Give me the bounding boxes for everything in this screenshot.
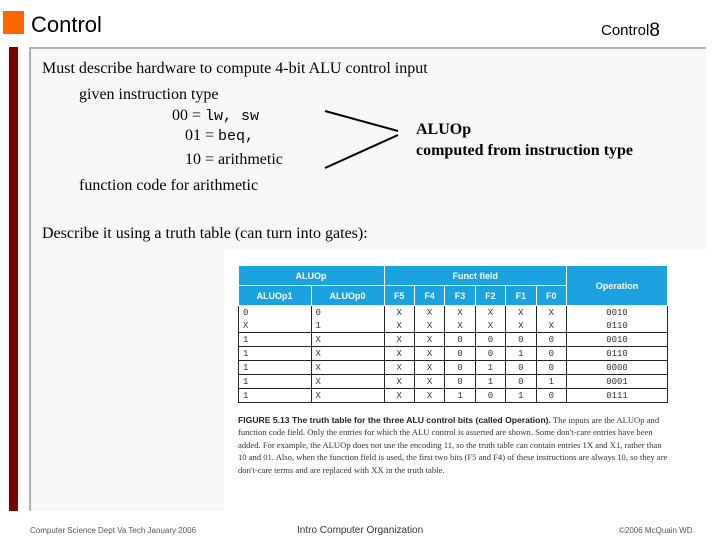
cell: 1	[475, 361, 505, 375]
cell: X	[445, 306, 475, 320]
encoding-value: beq,	[218, 128, 255, 145]
cell: X	[414, 333, 444, 347]
cell: X	[475, 306, 505, 320]
cell: 1	[239, 389, 312, 403]
table-row	[239, 333, 668, 347]
footer-left: Computer Science Dept Va Tech January 2006	[30, 526, 197, 535]
cell: X	[384, 361, 414, 375]
cell: 0010	[567, 333, 668, 347]
cell: X	[311, 389, 384, 403]
col-f2: F2	[475, 286, 505, 306]
cell: 1	[239, 375, 312, 389]
body-line-truth-table: Describe it using a truth table (can turn into gates):	[42, 225, 368, 242]
header-operation: Operation	[567, 266, 668, 306]
slide-label: Control	[601, 22, 650, 39]
cell: 0	[475, 333, 505, 347]
cell: 0	[536, 389, 566, 403]
footer-center: Intro Computer Organization	[297, 525, 424, 536]
cell: X	[414, 389, 444, 403]
cell: 1	[445, 389, 475, 403]
cell: 0	[536, 333, 566, 347]
col-f0: F0	[536, 286, 566, 306]
cell: X	[414, 375, 444, 389]
table-row	[239, 389, 668, 403]
cell: 1	[311, 319, 384, 333]
cell: 0	[475, 347, 505, 361]
slide-number-value: 8	[649, 20, 660, 41]
cell: X	[445, 319, 475, 333]
cell: 0	[239, 306, 312, 320]
table-row	[239, 319, 668, 333]
cell: 0	[445, 333, 475, 347]
cell: 1	[506, 389, 536, 403]
cell: X	[475, 319, 505, 333]
table-row	[239, 375, 668, 389]
cell: X	[384, 333, 414, 347]
cell: 1	[239, 333, 312, 347]
cell: 0	[445, 361, 475, 375]
truth-table	[238, 266, 668, 403]
cell: 0	[475, 389, 505, 403]
encoding-value: lw, sw	[205, 108, 260, 125]
cell: X	[414, 347, 444, 361]
table-row	[239, 347, 668, 361]
cell: 0111	[567, 389, 668, 403]
cell: X	[311, 333, 384, 347]
encoding-code: 00 =	[172, 107, 206, 124]
cell: 1	[239, 361, 312, 375]
body-line-function-code: function code for arithmetic	[79, 177, 259, 194]
header-funct-field: Funct field	[384, 266, 567, 286]
cell: 0110	[567, 347, 668, 361]
figure-caption-text: The inputs are the ALUOp and function code field. Only the entries for which the ALU control is asserted are shown. Some don't-care entries have been added. For example, the ALUOp does not use the encoding 11, so the truth table can contain entries 1X and X1, rather than 10 and 01. Also, when the function field is used, the first two bits (F5 and F4) of these instructions are always 10, so they are don't-care terms and are replaced with XX in the truth table.	[238, 415, 668, 475]
cell: X	[311, 361, 384, 375]
truth-table-figure	[224, 250, 706, 512]
cell: 0010	[567, 306, 668, 320]
cell: X	[311, 347, 384, 361]
cell: 0	[445, 375, 475, 389]
encoding-code: 10 = arithmetic	[185, 151, 283, 168]
cell: 1	[239, 347, 312, 361]
cell: 0	[506, 375, 536, 389]
cell: X	[536, 319, 566, 333]
cell: X	[414, 319, 444, 333]
cell: X	[414, 361, 444, 375]
col-f5: F5	[384, 286, 414, 306]
cell: 1	[506, 347, 536, 361]
cell: 1	[475, 375, 505, 389]
cell: X	[536, 306, 566, 320]
col-f3: F3	[445, 286, 475, 306]
header-aluop: ALUOp	[239, 266, 385, 286]
cell: 1	[536, 375, 566, 389]
cell: 0110	[567, 319, 668, 333]
cell: 0001	[567, 375, 668, 389]
figure-caption	[238, 414, 670, 476]
col-aluop0: ALUOp0	[311, 286, 384, 306]
cell: X	[384, 319, 414, 333]
cell: X	[414, 306, 444, 320]
col-f4: F4	[414, 286, 444, 306]
aluop-label: ALUOp	[416, 121, 472, 138]
body-line-instruction-type: given instruction type	[79, 86, 219, 103]
group-header-row	[239, 266, 668, 286]
cell: X	[384, 306, 414, 320]
cell: 0	[506, 333, 536, 347]
cell: 0	[506, 361, 536, 375]
slide-title: Control	[31, 12, 102, 37]
cell: 0	[536, 347, 566, 361]
table-row	[239, 361, 668, 375]
cell: X	[384, 375, 414, 389]
cell: 0	[536, 361, 566, 375]
cell: X	[311, 375, 384, 389]
encoding-code: 01 =	[185, 127, 219, 144]
figure-caption-label: FIGURE 5.13 The truth table for the three ALU control bits (called Operation).	[238, 415, 551, 425]
cell: X	[506, 319, 536, 333]
aluop-description: computed from instruction type	[416, 142, 634, 159]
table-row	[239, 306, 668, 320]
cell: X	[239, 319, 312, 333]
cell: 0	[445, 347, 475, 361]
cell: 0000	[567, 361, 668, 375]
col-aluop1: ALUOp1	[239, 286, 312, 306]
col-f1: F1	[506, 286, 536, 306]
footer-right: ©2006 McQuain WD	[619, 526, 693, 535]
cell: 0	[311, 306, 384, 320]
body-line-intro: Must describe hardware to compute 4-bit ALU control input	[42, 60, 428, 77]
cell: X	[384, 347, 414, 361]
cell: X	[506, 306, 536, 320]
cell: X	[384, 389, 414, 403]
